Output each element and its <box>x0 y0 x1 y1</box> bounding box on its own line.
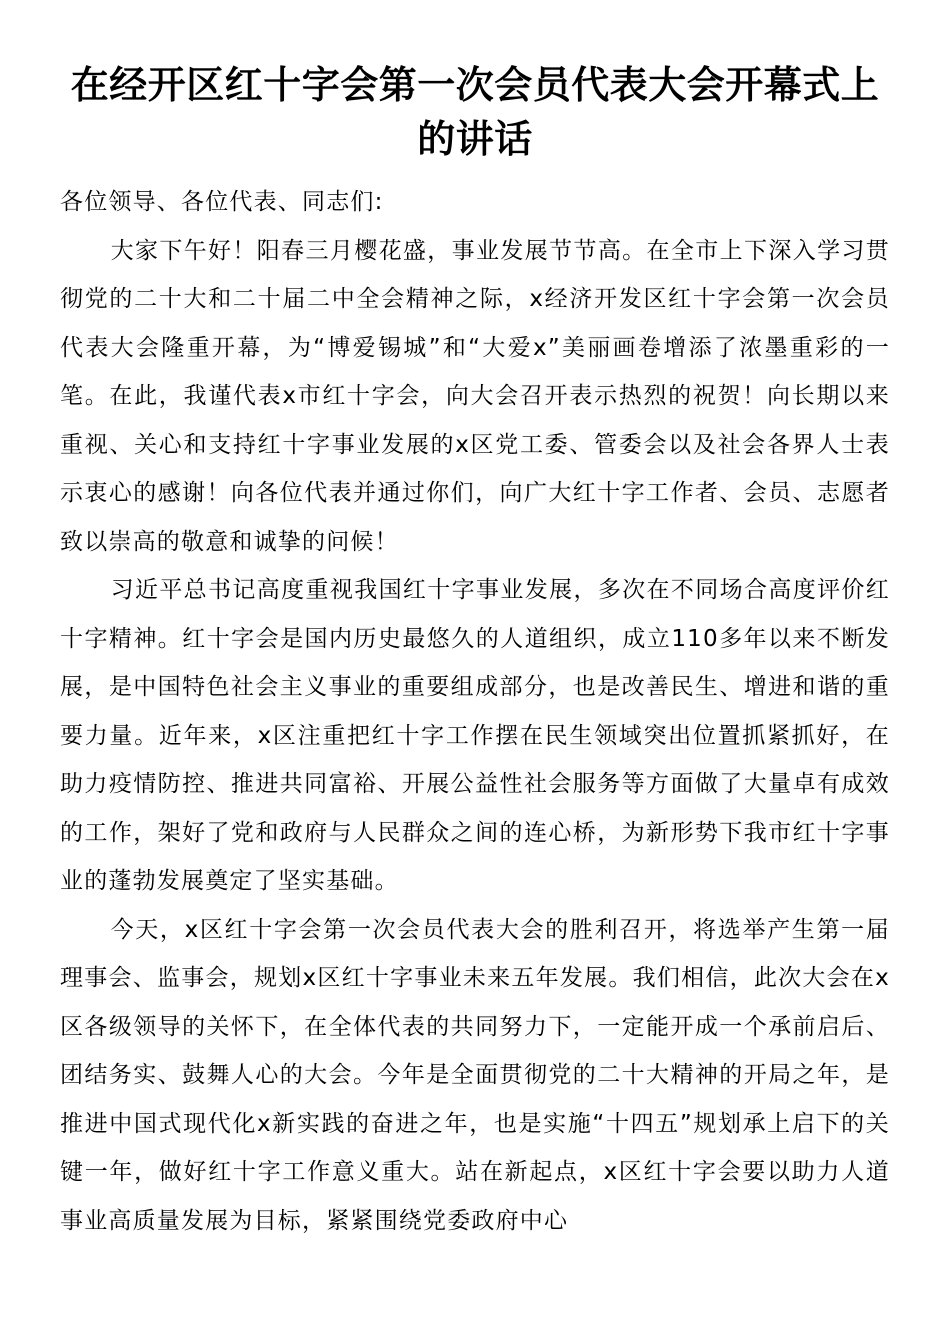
document-body <box>60 178 890 1245</box>
salutation: 各位领导、各位代表、同志们: <box>60 189 384 215</box>
document-title: 在经开区红十字会第一次会员代表大会开幕式上的讲话 <box>70 62 880 161</box>
paragraph-background: 习近平总书记高度重视我国红十字事业发展，多次在不同场合高度评价红十字精神。红十字会是国内历史最悠久的人道组织，成立110多年以来不断发展，是中国特色社会主义事业的重要组成部分，也是改善民生、增进和谐的重要力量。近年来，x区注重把红十字工作摆在民生领域突出位置抓紧抓好，在助力疫情防控、推进共同富裕、开展公益性社会服务等方面做了大量卓有成效的工作，架好了党和政府与人民群众之间的连心桥，为新形势下我市红十字事业的蓬勃发展奠定了坚实基础。 <box>60 577 890 894</box>
paragraph-congress: 今天，x区红十字会第一次会员代表大会的胜利召开，将选举产生第一届理事会、监事会，规划x区红十字事业未来五年发展。我们相信，此次大会在x区各级领导的关怀下，在全体代表的共同努力下，一定能开成一个承前启后、团结务实、鼓舞人心的大会。今年是全面贯彻党的二十大精神的开局之年，是推进中国式现代化x新实践的奋进之年，也是实施“十四五”规划承上启下的关键一年，做好红十字工作意义重大。站在新起点，x区红十字会要以助力人道事业高质量发展为目标，紧紧围绕党委政府中心 <box>60 916 890 1234</box>
paragraph-greeting: 大家下午好！阳春三月樱花盛，事业发展节节高。在全市上下深入学习贯彻党的二十大和二十届二中全会精神之际，x经济开发区红十字会第一次会员代表大会隆重开幕，为“博爱锡城”和“大爱x”美丽画卷增添了浓墨重彩的一笔。在此，我谨代表x市红十字会，向大会召开表示热烈的祝贺！向长期以来重视、关心和支持红十字事业发展的x区党工委、管委会以及社会各界人士表示衷心的感谢！向各位代表并通过你们，向广大红十字工作者、会员、志愿者致以崇高的敬意和诚挚的问候！ <box>60 237 890 555</box>
